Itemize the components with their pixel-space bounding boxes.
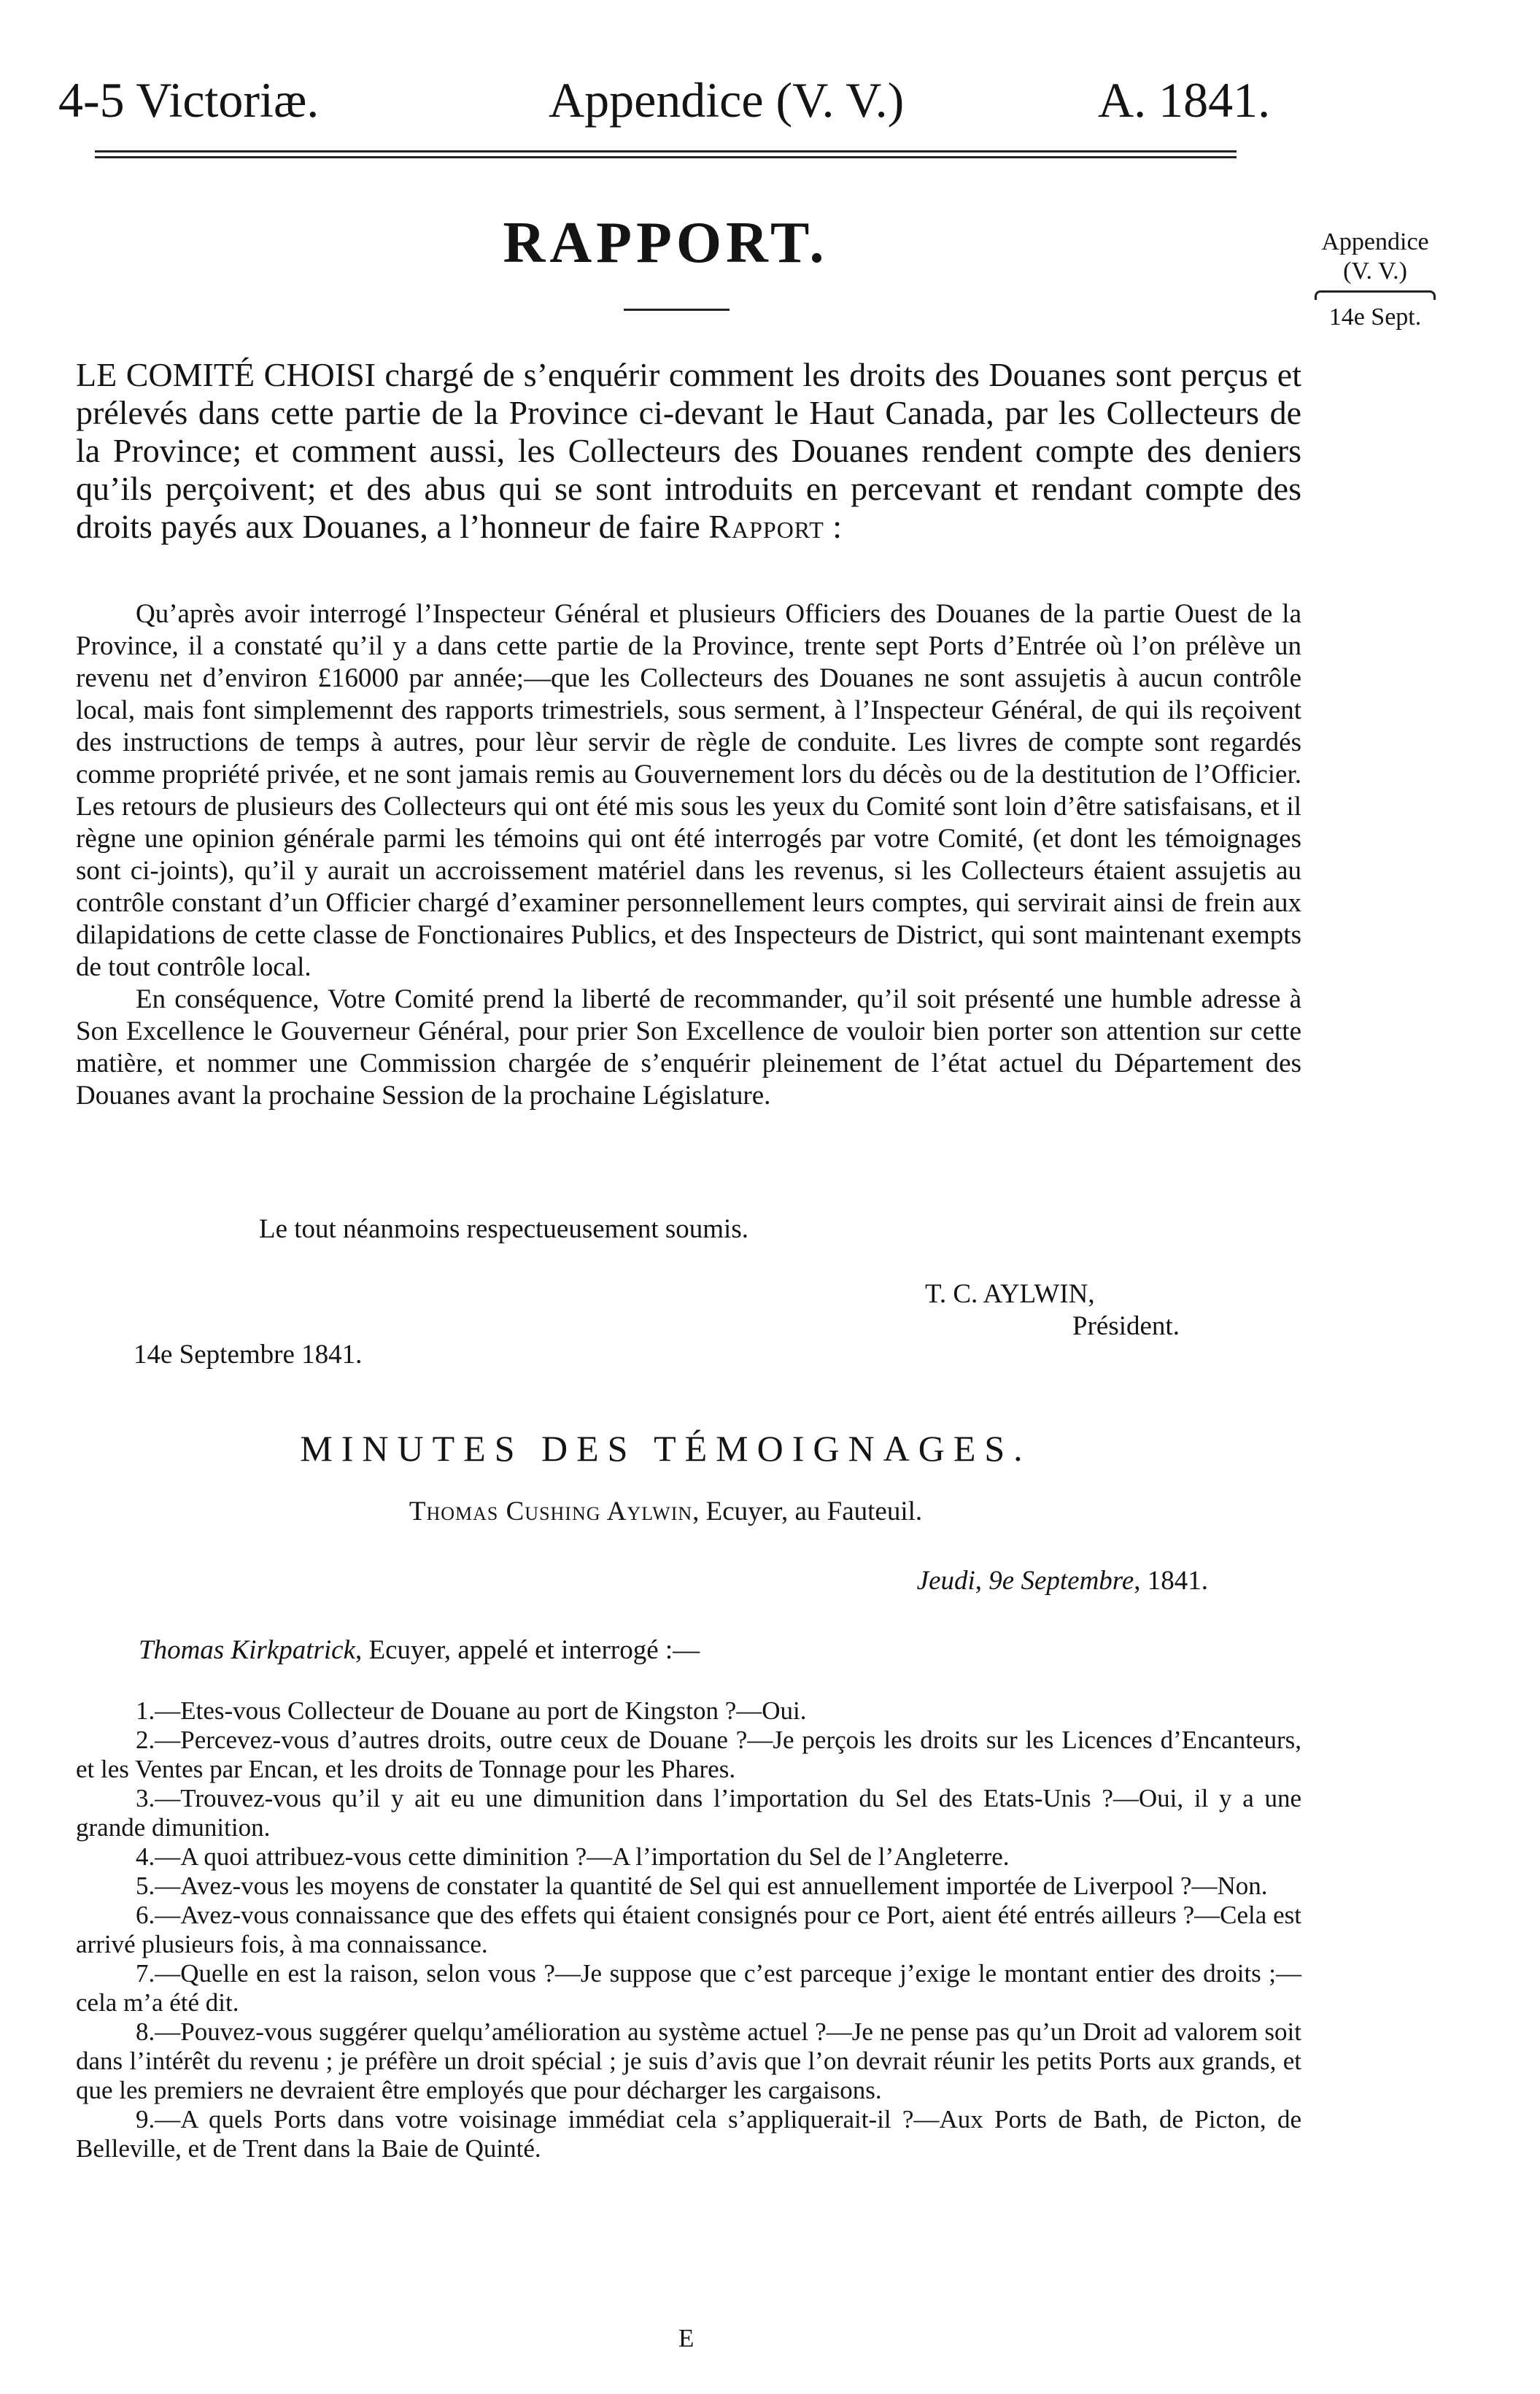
minutes-day: Jeudi bbox=[916, 1566, 975, 1596]
report-paragraph-1: Qu’après avoir interrogé l’Inspecteur Général et plusieurs Officiers des Douanes de la partie Ouest de la Province, il a constaté qu’il y a dans cette partie de la Province, trente sept Ports d’Entrée où l’on prélève un revenu net d’environ £16000 par année;—que les Collecteurs des Douanes ne sont assujetis à aucun contrôle local, mais font simplemennt des rapports trimestriels, sous serment, à l’Inspecteur Général, de qui ils reçoivent des instructions de temps à autres, pour lèur servir de règle de conduite. Les livres de compte sont regardés comme propriété privée, et ne sont jamais remis au Gouvernement lors du décès ou de la destitution de l’Officier. Les retours de plusieurs des Collecteurs qui ont été mis sous les yeux du Comité sont loin d’être satisfaisans, et il règne une opinion générale parmi les témoins qui ont été interrogés par votre Comité, (et dont les témoignages sont ci-joints), qu’il y aurait un accroissement matériel dans les revenus, si les Collecteurs étaient assujetis au contrôle constant d’un Officier chargé d’examiner personnellement leurs comptes, qui servirait ainsi de frein aux dilapidations de cette classe de Fonctionaires Publics, et des Inspecteurs de District, qui sont maintenant exempts de tout contrôle local. bbox=[76, 599, 1301, 982]
report-title: RAPPORT. bbox=[503, 211, 829, 275]
chair-name: Thomas Cushing Aylwin bbox=[409, 1497, 693, 1526]
question-3: 3.—Trouvez-vous qu’il y ait eu une dimunition dans l’importation du Sel des Etats-Unis ?—Oui, il y a une grande dimunition. bbox=[76, 1784, 1301, 1842]
lead-text: LE COMITÉ CHOISI chargé de s’enquérir comment les droits des Douanes sont perçus et prélevés dans cette partie de la Province ci-devant le Haut Canada, par les Collecteurs de la Province; et comment aussi, les Collecteurs des Douanes rendent compte des deniers qu’ils perçoivent; et des abus qui se sont introduits en percevant et rendant compte des droits payés aux Douanes, a l’honneur de faire bbox=[76, 356, 1301, 545]
report-lead: LE COMITÉ CHOISI chargé de s’enquérir comment les droits des Douanes sont perçus et prélevés dans cette partie de la Province ci-devant le Haut Canada, par les Collecteurs de la Province; et comment aussi, les Collecteurs des Douanes rendent compte des deniers qu’ils perçoivent; et des abus qui se sont introduits en percevant et rendant compte des droits payés aux Douanes, a l’honneur de faire Rapport : bbox=[76, 356, 1301, 545]
report-signatory-title: Président. bbox=[1072, 1311, 1180, 1341]
margin-appendice: Appendice bbox=[1321, 228, 1429, 255]
report-date: 14e Septembre 1841. bbox=[134, 1340, 363, 1370]
minutes-year: , 1841. bbox=[1134, 1566, 1208, 1596]
question-4: 4.—A quoi attribuez-vous cette diminition ?—A l’importation du Sel de l’Angleterre. bbox=[136, 1842, 1010, 1871]
header-year: A. 1841. bbox=[1098, 72, 1271, 128]
question-2: 2.—Percevez-vous d’autres droits, outre ceux de Douane ?—Je perçois les droits sur les Licences d’Encanteurs, et les Ventes par Encan, et les droits de Tonnage pour les Phares. bbox=[76, 1726, 1301, 1783]
report-body bbox=[76, 598, 1301, 1112]
header-rule-bottom bbox=[95, 156, 1237, 158]
question-6: 6.—Avez-vous connaissance que des effets qui étaient consignés pour ce Port, aient été entrés ailleurs ?—Cela est arrivé plusieurs fois, à ma connaissance. bbox=[76, 1901, 1301, 1958]
question-5: 5.—Avez-vous les moyens de constater la quantité de Sel qui est annuellement importée de Liverpool ?—Non. bbox=[136, 1872, 1268, 1900]
chair-rest: , Ecuyer, au Fauteuil. bbox=[692, 1497, 923, 1526]
margin-ref: (V. V.) bbox=[1343, 258, 1407, 285]
signature-mark: E bbox=[678, 2324, 694, 2352]
question-8: 8.—Pouvez-vous suggérer quelqu’amélioration au système actuel ?—Je ne pense pas qu’un Droit ad valorem soit dans l’intérêt du revenu ; je préfère un droit spécial ; je suis d’avis que l’on devrait réunir les petits Ports aux grands, et que les premiers ne devraient être employés que pour décharger les cargaisons. bbox=[76, 2017, 1301, 2104]
question-7: 7.—Quelle en est la raison, selon vous ?—Je suppose que c’est parceque j’exige le montant entier des droits ;—cela m’a été dit. bbox=[76, 1959, 1301, 2017]
margin-date: 14e Sept. bbox=[1328, 304, 1422, 331]
report-paragraph-2: En conséquence, Votre Comité prend la liberté de recommander, qu’il soit présenté une humble adresse à Son Excellence le Gouverneur Général, pour prier Son Excellence de vouloir bien porter son attention sur cette matière, et nommer une Commission chargée de s’enquérir pleinement de l’état actuel du Département des Douanes avant la prochaine Session de la prochaine Législature. bbox=[76, 984, 1301, 1111]
title-rule bbox=[624, 309, 730, 311]
lead-rapport: Rapport bbox=[708, 508, 824, 545]
question-1: 1.—Etes-vous Collecteur de Douane au port de Kingston ?—Oui. bbox=[136, 1696, 807, 1725]
question-9: 9.—A quels Ports dans votre voisinage immédiat cela s’appliquerait-il ?—Aux Ports de Bath, de Picton, de Belleville, et de Trent dans la Baie de Quinté. bbox=[76, 2105, 1301, 2163]
header-session: 4-5 Victoriæ. bbox=[58, 72, 320, 128]
header-appendix: Appendice (V. V.) bbox=[549, 72, 905, 128]
witness-rest: , Ecuyer, appelé et interrogé :— bbox=[355, 1635, 700, 1665]
witness-line bbox=[139, 1634, 700, 1667]
margin-note bbox=[1284, 228, 1466, 332]
report-closing: Le tout néanmoins respectueusement soumis. bbox=[259, 1214, 748, 1244]
minutes-date: Jeudi, 9e Septembre, 1841. bbox=[916, 1566, 1208, 1596]
minutes-heading: MINUTES DES TÉMOIGNAGES. bbox=[300, 1428, 1032, 1469]
minutes-chair bbox=[95, 1496, 1237, 1528]
header-rule-top bbox=[95, 150, 1237, 152]
witness-name: Thomas Kirkpatrick bbox=[139, 1635, 356, 1665]
minutes-month: 9e Septembre bbox=[988, 1566, 1134, 1596]
margin-brace bbox=[1315, 290, 1436, 300]
question-list bbox=[76, 1696, 1301, 2163]
report-signatory: T. C. AYLWIN, bbox=[925, 1279, 1095, 1309]
